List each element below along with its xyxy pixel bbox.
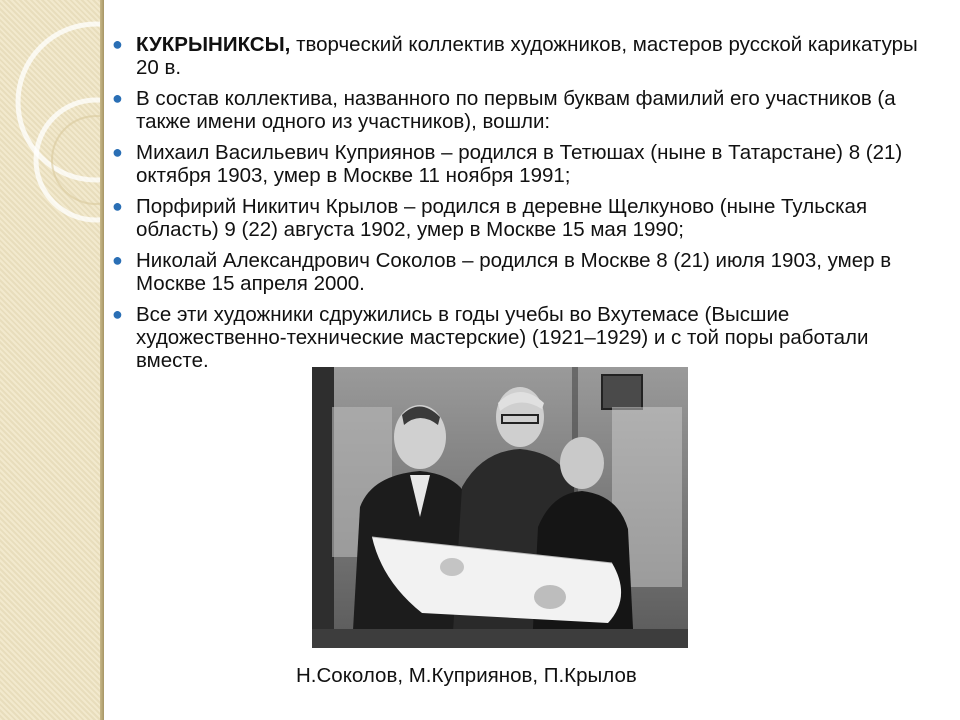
bullet-item xyxy=(112,303,932,372)
bullet-text: Михаил Васильевич Куприянов – родился в Тетюшах (ныне в Татарстане) 8 (21) октября 1903, умер в Москве 11 ноября 1991; xyxy=(136,141,903,187)
bullet-dot-icon: ● xyxy=(112,250,123,270)
bullet-item xyxy=(112,195,932,241)
bullet-text: Все эти художники сдружились в годы учебы во Вхутемасе (Высшие художественно-технические мастерские) (1921–1929) и с той поры работали вместе. xyxy=(136,303,869,372)
photo-illustration xyxy=(312,367,688,648)
bullet-dot-icon: ● xyxy=(112,196,123,216)
bullet-dot-icon: ● xyxy=(112,34,123,54)
bullet-item xyxy=(112,33,932,79)
decorative-side-panel xyxy=(0,0,104,720)
bullet-text: В состав коллектива, названного по первым буквам фамилий его участников (а также имени одного из участников), вошли: xyxy=(136,87,896,133)
bullet-dot-icon: ● xyxy=(112,142,123,162)
bullet-lead: КУКРЫНИКСЫ, xyxy=(136,33,291,56)
decorative-rings xyxy=(0,0,104,720)
bullet-item xyxy=(112,249,932,295)
bullet-item xyxy=(112,87,932,133)
group-photo xyxy=(312,367,688,648)
bullet-item xyxy=(112,141,932,187)
bullet-text: Николай Александрович Соколов – родился в Москве 8 (21) июля 1903, умер в Москве 15 апреля 2000. xyxy=(136,249,892,295)
bullet-dot-icon: ● xyxy=(112,304,123,324)
bullet-text: Порфирий Никитич Крылов – родился в деревне Щелкуново (ныне Тульская область) 9 (22) августа 1902, умер в Москве 15 мая 1990; xyxy=(136,195,868,241)
photo-caption: Н.Соколов, М.Куприянов, П.Крылов xyxy=(296,664,637,687)
bullet-dot-icon: ● xyxy=(112,88,123,108)
bullet-list xyxy=(112,33,932,380)
bullet-text: творческий коллектив художников, мастеров русской карикатуры 20 в. xyxy=(136,33,918,79)
